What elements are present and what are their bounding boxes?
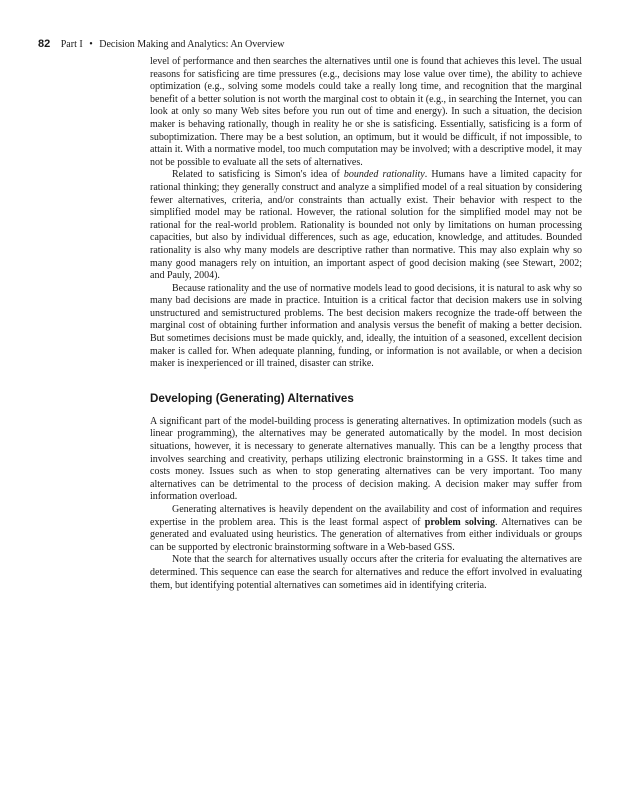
paragraph bbox=[150, 504, 582, 554]
paragraph-text: . Humans have a limited capacity for rational thinking; they generally construct and analyze a simplified model of a real situation by considering fewer alternatives, criteria, and/or constraints than actually exist. Their behavior with respect to the simplified model may be rational. However, the rational solution for the simplified model may not be rational for the real-world problem. Rationality is bounded not only by limitations on human processing capacities, but also by individual differences, such as age, education, knowledge, and attitudes. Bounded rationality is also why many models are descriptive rather than normative. This may also explain why so many good managers rely on intuition, an important aspect of good decision making (see Stewart, 2002; and Pauly, 2004). bbox=[150, 169, 582, 282]
paragraph-text: . Alternatives can be generated and evaluated using heuristics. The generation of alternatives from either individuals or groups can be supported by electronic brainstorming software in a Web-based GSS. bbox=[150, 516, 583, 553]
paragraph-text: Related to satisficing is Simon's idea of bbox=[172, 169, 344, 181]
paragraph: A significant part of the model-building process is generating alternatives. In optimization models (such as linear programming), the alternatives may be generated automatically by the model. In most decision situations, however, it is necessary to generate alternatives manually. This can be a lengthy process that involves searching and creativity, perhaps utilizing electronic brainstorming in a GSS. It takes time and costs money. Issues such as when to stop generating alternatives can be very important. Too many alternatives can be detrimental to the process of decision making. A decision maker may suffer from information overload. bbox=[150, 415, 582, 503]
running-header bbox=[38, 38, 284, 51]
paragraph bbox=[150, 169, 582, 282]
paragraph: level of performance and then searches the alternatives until one is found that achieves this level. The usual reasons for satisficing are time pressures (e.g., decisions may lose value over time), the ability to achieve optimization (e.g., solving some models could take a really long time, and recognition that the marginal benefit of a better solution is not worth the marginal cost to obtain it (e.g., in searching the Internet, you can look at only so many Web sites before you run out of time and energy). In such a situation, the decision maker is behaving rationally, though in reality he or she is satisficing. Essentially, satisficing is a form of suboptimization. There may be a best solution, an optimum, but it would be difficult, if not impossible, to attain it. With a normative model, too much computation may be involved; with a descriptive model, it may not be possible to evaluate all the sets of alternatives. bbox=[150, 56, 582, 168]
part-label: Part I bbox=[60, 39, 83, 50]
paragraph: Note that the search for alternatives usually occurs after the criteria for evaluating the alternatives are determined. This sequence can ease the search for alternatives and reduce the effort involved in evaluating them, but identifying potential alternatives can sometimes aid in identifying criteria. bbox=[150, 554, 582, 591]
body-text bbox=[150, 56, 582, 592]
page-number: 82 bbox=[38, 38, 51, 50]
chapter-title: Decision Making and Analytics: An Overview bbox=[99, 39, 285, 50]
key-term: problem solving bbox=[424, 516, 496, 528]
paragraph: Because rationality and the use of normative models lead to good decisions, it is natural to ask why so many bad decisions are made in practice. Intuition is a critical factor that decision makers use in solving unstructured and semistructured problems. The best decision makers recognize the trade-off between the marginal cost of obtaining further information and analysis versus the benefit of making a better decision. But sometimes decisions must be made quickly, and, ideally, the intuition of a seasoned, excellent decision maker is called for. When adequate planning, funding, or information is not available, or when a decision maker is inexperienced or ill trained, disaster can strike. bbox=[150, 282, 582, 370]
key-term: bounded rationality bbox=[343, 169, 425, 181]
header-separator: • bbox=[89, 39, 93, 50]
section-heading: Developing (Generating) Alternatives bbox=[150, 391, 354, 405]
paragraph-text: Generating alternatives is heavily dependent on the availability and cost of information and requires expertise in the problem area. This is the least formal aspect of bbox=[150, 504, 582, 528]
